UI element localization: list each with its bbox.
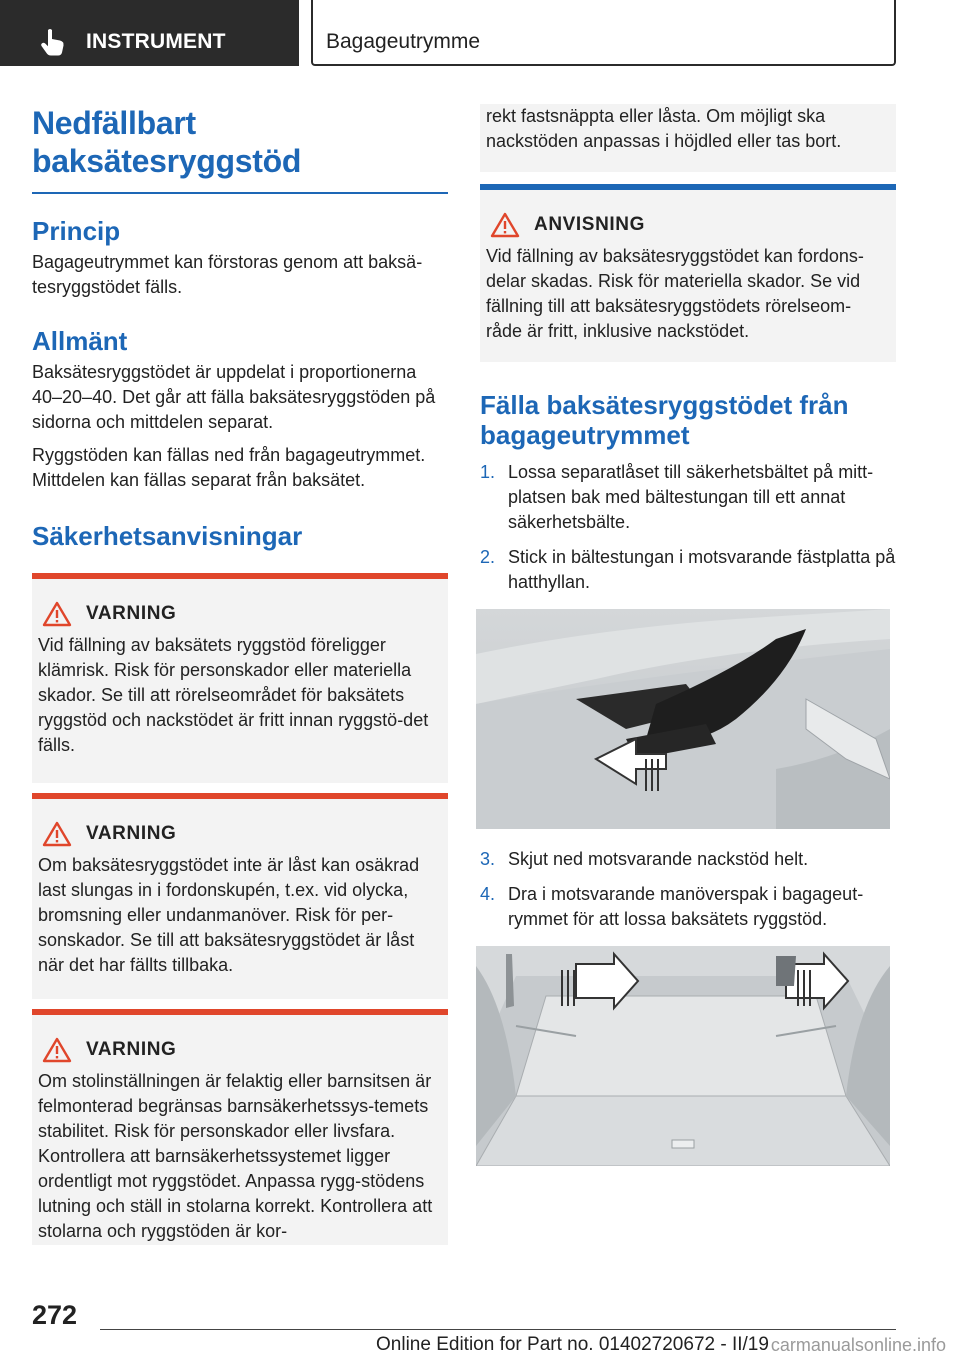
chapter-label: INSTRUMENT: [86, 30, 226, 53]
notice-text: Vid fällning av baksätesryggstödet kan fordons-delar skadas. Risk för materiella skador. Se vid fällning till att baksätesryggstödets rörelseom-råde är fritt, inklusive nackstödet.: [486, 246, 864, 341]
warning-triangle-icon: [490, 212, 520, 238]
figure-parcel-shelf: [476, 609, 890, 829]
section-heading: Princip: [32, 216, 121, 246]
breadcrumb-text: Bagageutrymme: [326, 30, 481, 53]
warning-header: [38, 601, 438, 627]
notice-header: [486, 212, 886, 238]
warning-continuation: [480, 104, 896, 172]
warning-box: [32, 573, 448, 783]
steps-list: [480, 460, 896, 595]
breadcrumb: [311, 0, 896, 66]
warning-text: Om stolinställningen är felaktig eller barnsitsen är felmonterad begränsas barnsäkerhetssys-temets stabilitet. Risk för personskador eller livsfara. Kontrollera att barnsäkerhetssystemet ligger ordentligt mot ryggstödet. Anpassa rygg-stödens lutning och ställ in stolarna korrekt. Kontrollera att stolarna och ryggstöden är kor-: [38, 1071, 433, 1241]
watermark: carmanualsonline.info: [770, 1335, 946, 1355]
right-column: [480, 104, 896, 1166]
warning-text: Om baksätesryggstödet inte är låst kan osäkrad last slungas in i fordonskupén, t.ex. vid olycka, bromsning eller undanmanöver. Risk för per-sonskador. Se till att baksätesryggstödet är låst när det har fällts tillbaka.: [38, 855, 420, 975]
steps-list: [480, 847, 896, 932]
paragraph: Bagageutrymmet kan förstoras genom att baksä-tesryggstödet fälls.: [32, 252, 423, 297]
warning-text: Vid fällning av baksätets ryggstöd föreligger klämrisk. Risk för personskador eller materiella skador. Se till att rörelseområdet för baksätets ryggstöd och nackstödet är fritt innan ryggstö-det fälls.: [38, 635, 429, 755]
notice-box: [480, 184, 896, 362]
warning-triangle-icon: [42, 821, 72, 847]
warning-header: [38, 1037, 438, 1063]
paragraph: Baksätesryggstödet är uppdelat i proportionerna 40–20–40. Det går att fälla baksätesryggstöden på sidorna och mittdelen separat.: [32, 362, 436, 432]
parcel-shelf-illustration: [476, 609, 890, 829]
chapter-tab[interactable]: [0, 0, 299, 66]
page-title: Nedfällbart baksätesryggstöd: [32, 105, 302, 179]
list-item: 1. Lossa separatlåset till säkerhetsbältet på mitt-platsen bak med bältestungan till ett annat säkerhetsbälte.: [480, 462, 874, 532]
section-heading: Fälla baksätesryggstödet från bagageutrymmet: [480, 390, 849, 450]
paragraph: Ryggstöden kan fällas ned från bagageutrymmet. Mittdelen kan fällas separat från baksätet.: [32, 445, 426, 490]
title-divider: [32, 192, 448, 194]
pointing-hand-icon: [40, 28, 66, 56]
figure-luggage-compartment: [476, 946, 890, 1166]
section-heading: Allmänt: [32, 326, 128, 356]
section-general: [32, 326, 448, 493]
warning-label: VARNING: [86, 823, 177, 844]
warning-triangle-icon: [42, 601, 72, 627]
left-column: [32, 104, 448, 1245]
warning-triangle-icon: [42, 1037, 72, 1063]
page-number: 272: [32, 1300, 78, 1330]
section-heading: Säkerhetsanvisningar: [32, 521, 303, 551]
warning-header: [38, 821, 438, 847]
warning-label: VARNING: [86, 1039, 177, 1060]
warning-box: [32, 793, 448, 999]
warning-label: VARNING: [86, 603, 177, 624]
section-principle: [32, 216, 448, 300]
footer-divider: [100, 1329, 896, 1330]
section-safety: [32, 521, 448, 551]
list-item: 2. Stick in bältestungan i motsvarande fästplatta på hatthyllan.: [480, 547, 896, 592]
warning-text: rekt fastsnäppta eller låsta. Om möjligt ska nackstöden anpassas i höjdled eller tas bort.: [486, 106, 842, 151]
section-fold: [480, 390, 896, 450]
list-item: 4. Dra i motsvarande manöverspak i bagageut-rymmet för att lossa baksätets ryggstöd.: [480, 884, 864, 929]
notice-label: ANVISNING: [534, 214, 645, 235]
list-item: 3. Skjut ned motsvarande nackstöd helt.: [480, 849, 809, 869]
edition-text: Online Edition for Part no. 01402720672 - II/19: [376, 1334, 769, 1355]
warning-box: [32, 1009, 448, 1245]
luggage-compartment-illustration: [476, 946, 890, 1166]
